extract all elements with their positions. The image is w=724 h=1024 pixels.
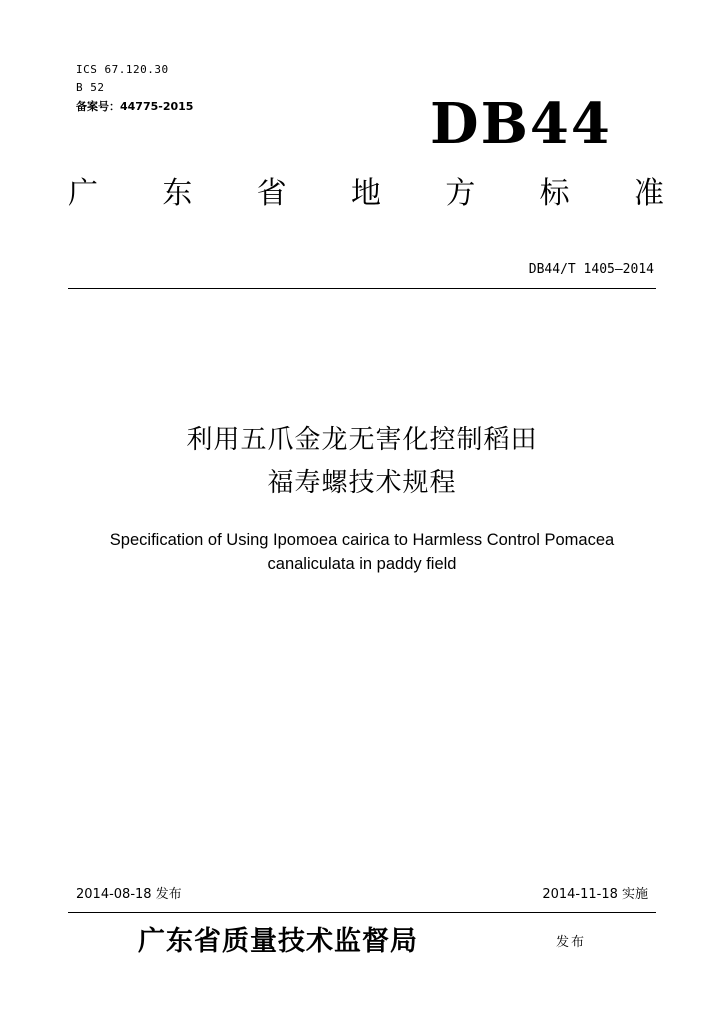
chinese-title-line-2: 福寿螺技术规程 <box>267 468 457 498</box>
province-title-char: 标 <box>539 176 570 211</box>
province-title-char: 东 <box>162 176 193 211</box>
issuing-authority: 广东省质量技术监督局 <box>138 926 418 957</box>
db44-logo: DB44 <box>430 91 612 157</box>
provincial-standard-title <box>66 172 666 216</box>
chinese-title-line-1: 利用五爪金龙无害化控制稻田 <box>186 425 538 455</box>
classification-code: B 52 <box>76 81 105 94</box>
header-divider <box>68 288 656 289</box>
province-title-char: 方 <box>445 176 476 211</box>
province-title-char: 省 <box>256 176 287 211</box>
standard-number: DB44/T 1405—2014 <box>528 262 654 277</box>
english-title-line-2: canaliculata in paddy field <box>267 555 457 573</box>
province-title-char: 准 <box>633 176 664 211</box>
province-title-char: 地 <box>350 176 381 211</box>
footer-divider <box>68 912 656 913</box>
english-title-line-1: Specification of Using Ipomoea cairica to Harmless Control Pomacea <box>109 531 615 549</box>
implement-date: 2014-11-18 实施 <box>542 887 648 902</box>
ics-code: ICS 67.120.30 <box>76 63 169 76</box>
issue-label: 发布 <box>556 935 587 950</box>
record-number: 备案号：44775-2015 <box>76 100 194 113</box>
publish-date: 2014-08-18 发布 <box>76 887 182 902</box>
province-title-char: 广 <box>68 176 98 211</box>
